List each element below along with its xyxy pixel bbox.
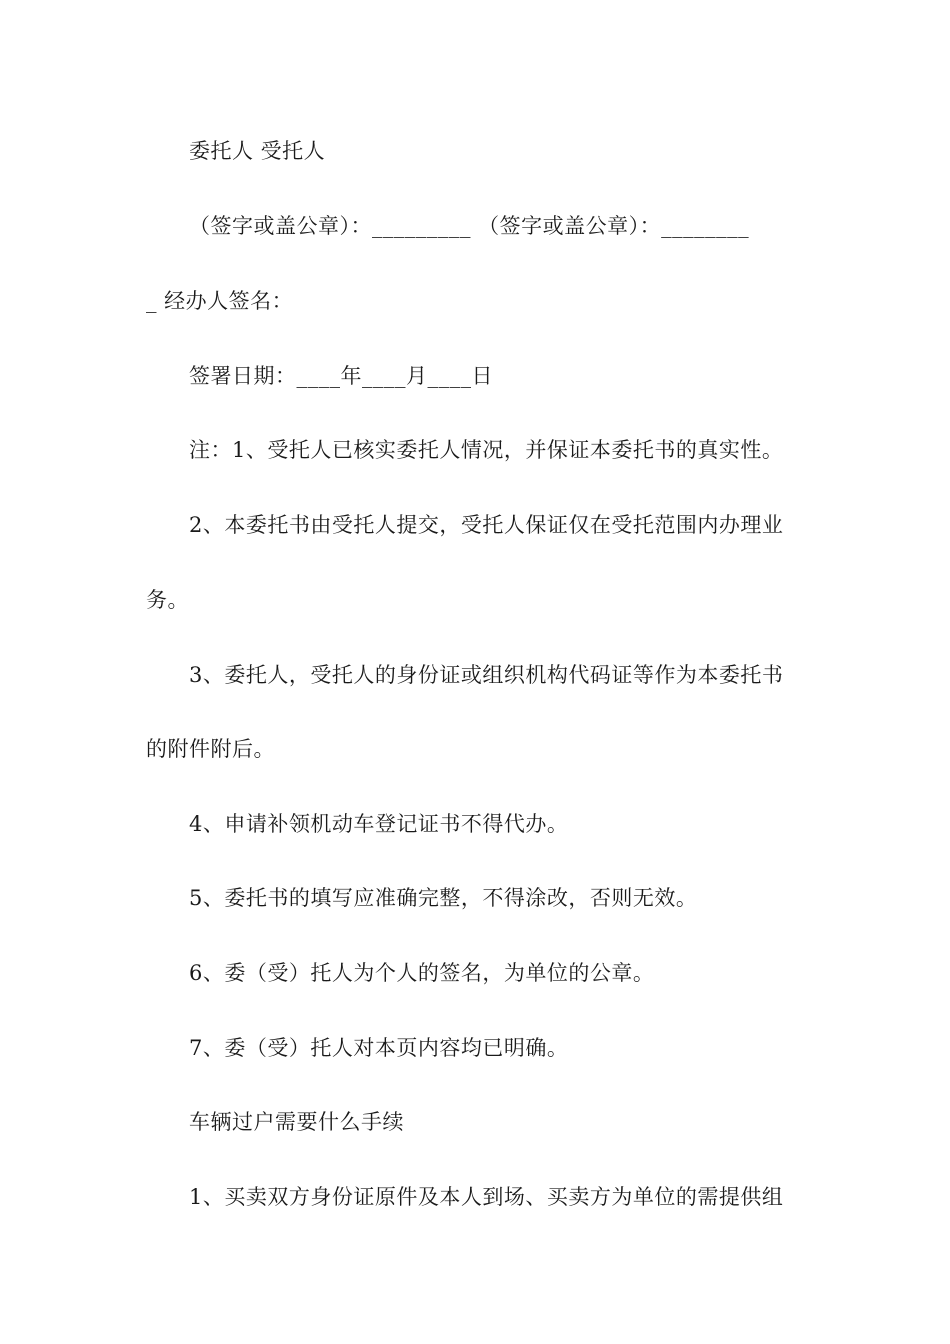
signatory-heading: 委托人 受托人 xyxy=(189,139,326,163)
note-item-5: 5、委托书的填写应准确完整，不得涂改，否则无效。 xyxy=(189,886,698,910)
procedure-item-1: 1、买卖双方身份证原件及本人到场、买卖方为单位的需提供组 xyxy=(189,1185,784,1209)
note-item-2: 2、本委托书由受托人提交，受托人保证仅在受托范围内办理业 xyxy=(189,513,784,537)
handler-signature-line: _ 经办人签名： xyxy=(146,289,294,313)
note-item-1: 注：1、受托人已核实委托人情况，并保证本委托书的真实性。 xyxy=(189,438,784,462)
note-item-3-continued: 的附件附后。 xyxy=(146,737,275,761)
section-heading: 车辆过户需要什么手续 xyxy=(189,1110,404,1134)
note-item-3: 3、委托人，受托人的身份证或组织机构代码证等作为本委托书 xyxy=(189,663,784,687)
note-item-7: 7、委（受）托人对本页内容均已明确。 xyxy=(189,1036,569,1060)
signature-fields-line: （签字或盖公章）：_________ （签字或盖公章）：________ xyxy=(189,214,750,238)
note-item-6: 6、委（受）托人为个人的签名，为单位的公章。 xyxy=(189,961,655,985)
note-item-2-continued: 务。 xyxy=(146,588,189,612)
note-item-4: 4、申请补领机动车登记证书不得代办。 xyxy=(189,812,569,836)
signing-date-line: 签署日期：____年____月____日 xyxy=(189,364,493,388)
